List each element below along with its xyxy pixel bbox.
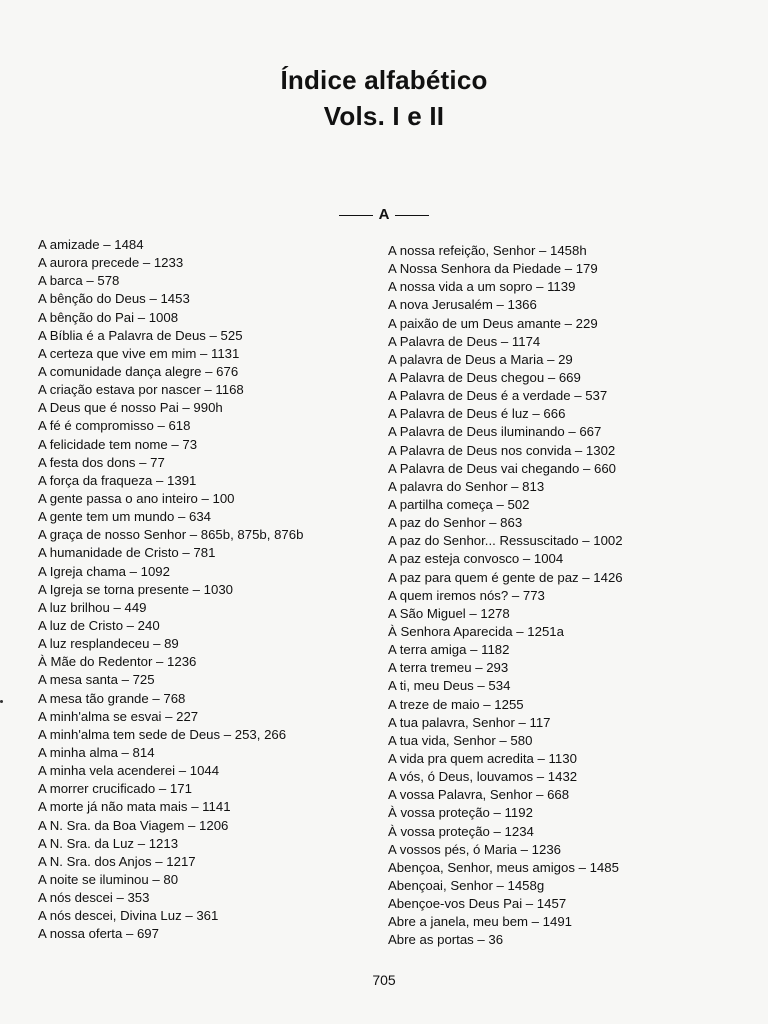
index-entry: A tua vida, Senhor – 580: [388, 732, 533, 748]
index-entry: A quem iremos nós? – 773: [388, 587, 545, 603]
index-entry: A nova Jerusalém – 1366: [388, 297, 537, 313]
index-entry: A certeza que vive em mim – 1131: [38, 345, 240, 361]
section-letter: A: [378, 206, 389, 223]
index-entry: A Igreja se torna presente – 1030: [38, 581, 234, 597]
margin-mark: [0, 700, 3, 703]
index-entry: A vós, ó Deus, louvamos – 1432: [388, 769, 578, 785]
index-entry: A terra tremeu – 293: [388, 660, 509, 676]
index-entry: A São Miguel – 1278: [388, 605, 510, 621]
index-entry: A amizade – 1484: [38, 237, 144, 252]
index-entry: A paixão de um Deus amante – 229: [388, 315, 598, 331]
index-entry: À vossa proteção – 1234: [388, 823, 534, 839]
index-entry: Abençoa, Senhor, meus amigos – 1485: [388, 859, 619, 875]
index-entry: A paz do Senhor... Ressuscitado – 1002: [388, 533, 623, 549]
index-entry: À Senhora Aparecida – 1251a: [388, 623, 564, 639]
index-entry: À Mãe do Redentor – 1236: [38, 654, 197, 670]
section-rule-left: [339, 215, 373, 216]
index-entry: A vossa Palavra, Senhor – 668: [388, 787, 570, 803]
index-entry: A bênção do Pai – 1008: [38, 309, 179, 325]
index-entry: A luz de Cristo – 240: [38, 617, 160, 633]
index-entry: A luz resplandeceu – 89: [38, 636, 179, 652]
index-entry: A mesa tão grande – 768: [38, 690, 186, 706]
index-entry: A festa dos dons – 77: [38, 454, 165, 470]
index-entry: A vossos pés, ó Maria – 1236: [388, 841, 562, 857]
index-entry: À vossa proteção – 1192: [388, 805, 533, 821]
index-entry: A Deus que é nosso Pai – 990h: [38, 400, 223, 416]
index-entry: A paz para quem é gente de paz – 1426: [388, 569, 623, 585]
index-entry: A paz esteja convosco – 1004: [388, 551, 564, 567]
index-entry: A minha alma – 814: [38, 744, 155, 760]
index-entry: A Nossa Senhora da Piedade – 179: [388, 261, 598, 277]
index-entry: A força da fraqueza – 1391: [38, 472, 197, 488]
index-entry: A humanidade de Cristo – 781: [38, 545, 216, 561]
page-number: 705: [372, 972, 396, 988]
index-entry: A N. Sra. da Boa Viagem – 1206: [38, 817, 229, 833]
index-entry: A gente tem um mundo – 634: [38, 509, 212, 525]
index-entry: A palavra de Deus a Maria – 29: [388, 351, 573, 367]
index-entry: A partilha começa – 502: [388, 496, 530, 512]
index-entry: Abençoe-vos Deus Pai – 1457: [388, 896, 567, 912]
index-entry: A aurora precede – 1233: [38, 255, 184, 271]
index-column-left: [38, 236, 303, 943]
index-entry: A tua palavra, Senhor – 117: [388, 714, 551, 730]
index-entry: A comunidade dança alegre – 676: [38, 363, 239, 379]
index-column-right: [388, 242, 623, 949]
page-title: [0, 62, 768, 134]
index-entry: A minh'alma tem sede de Deus – 253, 266: [38, 726, 287, 742]
title-line-1: Índice alfabético: [280, 65, 488, 95]
index-entry: A mesa santa – 725: [38, 672, 155, 688]
index-entry: Abençoai, Senhor – 1458g: [388, 877, 545, 893]
index-entry: A noite se iluminou – 80: [38, 871, 179, 887]
index-entry: A vida pra quem acredita – 1130: [388, 750, 577, 766]
index-entry: A criação estava por nascer – 1168: [38, 382, 244, 398]
index-entry: A nós descei, Divina Luz – 361: [38, 908, 219, 924]
index-entry: A morte já não mata mais – 1141: [38, 799, 231, 815]
index-entry: A N. Sra. dos Anjos – 1217: [38, 853, 196, 869]
index-entry: A Igreja chama – 1092: [38, 563, 170, 579]
index-entry: A ti, meu Deus – 534: [388, 678, 511, 694]
index-entry: A Palavra de Deus iluminando – 667: [388, 424, 602, 440]
index-entry: A gente passa o ano inteiro – 100: [38, 490, 235, 506]
index-entry: A barca – 578: [38, 273, 120, 289]
index-entry: A minha vela acenderei – 1044: [38, 763, 220, 779]
index-entry: A nós descei – 353: [38, 890, 150, 906]
index-entry: A luz brilhou – 449: [38, 599, 147, 615]
index-entry: A graça de nosso Senhor – 865b, 875b, 876b: [38, 527, 304, 543]
index-entry: A fé é compromisso – 618: [38, 418, 191, 434]
title-line-2: Vols. I e II: [323, 101, 445, 131]
index-entry: A N. Sra. da Luz – 1213: [38, 835, 179, 851]
index-entry: A Palavra de Deus é luz – 666: [388, 406, 566, 422]
index-entry: A treze de maio – 1255: [388, 696, 524, 712]
index-entry: A Palavra de Deus é a verdade – 537: [388, 388, 608, 404]
index-entry: Abre as portas – 36: [388, 932, 504, 948]
index-entry: A paz do Senhor – 863: [388, 515, 523, 531]
index-entry: A morrer crucificado – 171: [38, 781, 192, 797]
index-entry: A felicidade tem nome – 73: [38, 436, 198, 452]
index-entry: A Palavra de Deus chegou – 669: [388, 369, 581, 385]
index-entry: A Palavra de Deus nos convida – 1302: [388, 442, 616, 458]
index-entry: A palavra do Senhor – 813: [388, 478, 545, 494]
index-entry: A Palavra de Deus – 1174: [388, 333, 541, 349]
index-entry: A bênção do Deus – 1453: [38, 291, 190, 307]
index-entry: A Bíblia é a Palavra de Deus – 525: [38, 327, 243, 343]
index-entry: A nossa refeição, Senhor – 1458h: [388, 243, 587, 258]
index-entry: A Palavra de Deus vai chegando – 660: [388, 460, 617, 476]
section-rule-right: [395, 215, 429, 216]
index-entry: A nossa oferta – 697: [38, 926, 159, 942]
index-entry: A terra amiga – 1182: [388, 642, 510, 658]
section-heading: [0, 206, 768, 223]
index-entry: Abre a janela, meu bem – 1491: [388, 914, 573, 930]
index-entry: A minh'alma se esvai – 227: [38, 708, 199, 724]
index-entry: A nossa vida a um sopro – 1139: [388, 279, 576, 295]
